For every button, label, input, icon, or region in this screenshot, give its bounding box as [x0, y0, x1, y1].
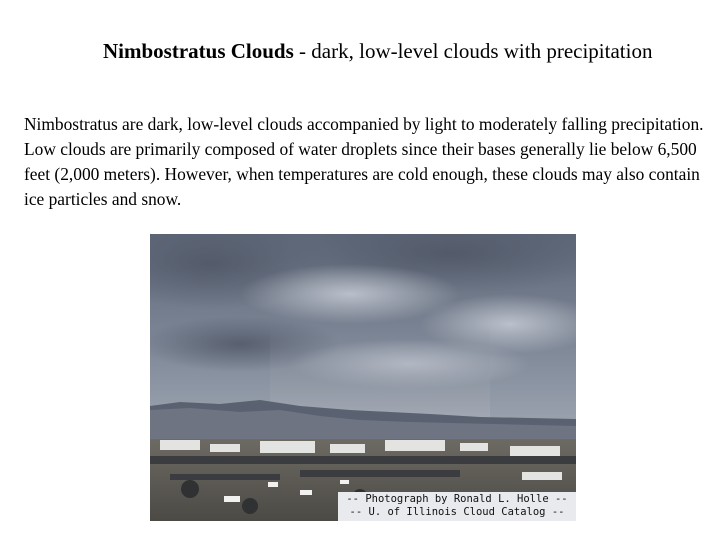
credit-line-2: -- U. of Illinois Cloud Catalog --: [349, 506, 565, 518]
title-rest: - dark, low-level clouds with precipitation: [293, 39, 653, 63]
nimbostratus-photo: [150, 234, 576, 521]
photo-credit: [338, 492, 576, 521]
title-bold: Nimbostratus Clouds: [103, 39, 294, 63]
credit-line-1: -- Photograph by Ronald L. Holle --: [346, 493, 568, 505]
slide-title: [103, 37, 663, 65]
body-paragraph: Nimbostratus are dark, low-level clouds accompanied by light to moderately falling precipitation. Low clouds are primarily composed of water droplets since their bases generally lie below 6,500 feet (2,000 meters). However, when temperatures are cold enough, these clouds may also contain ice particles and snow.: [24, 114, 704, 209]
cloud-scene-image: [150, 234, 576, 521]
